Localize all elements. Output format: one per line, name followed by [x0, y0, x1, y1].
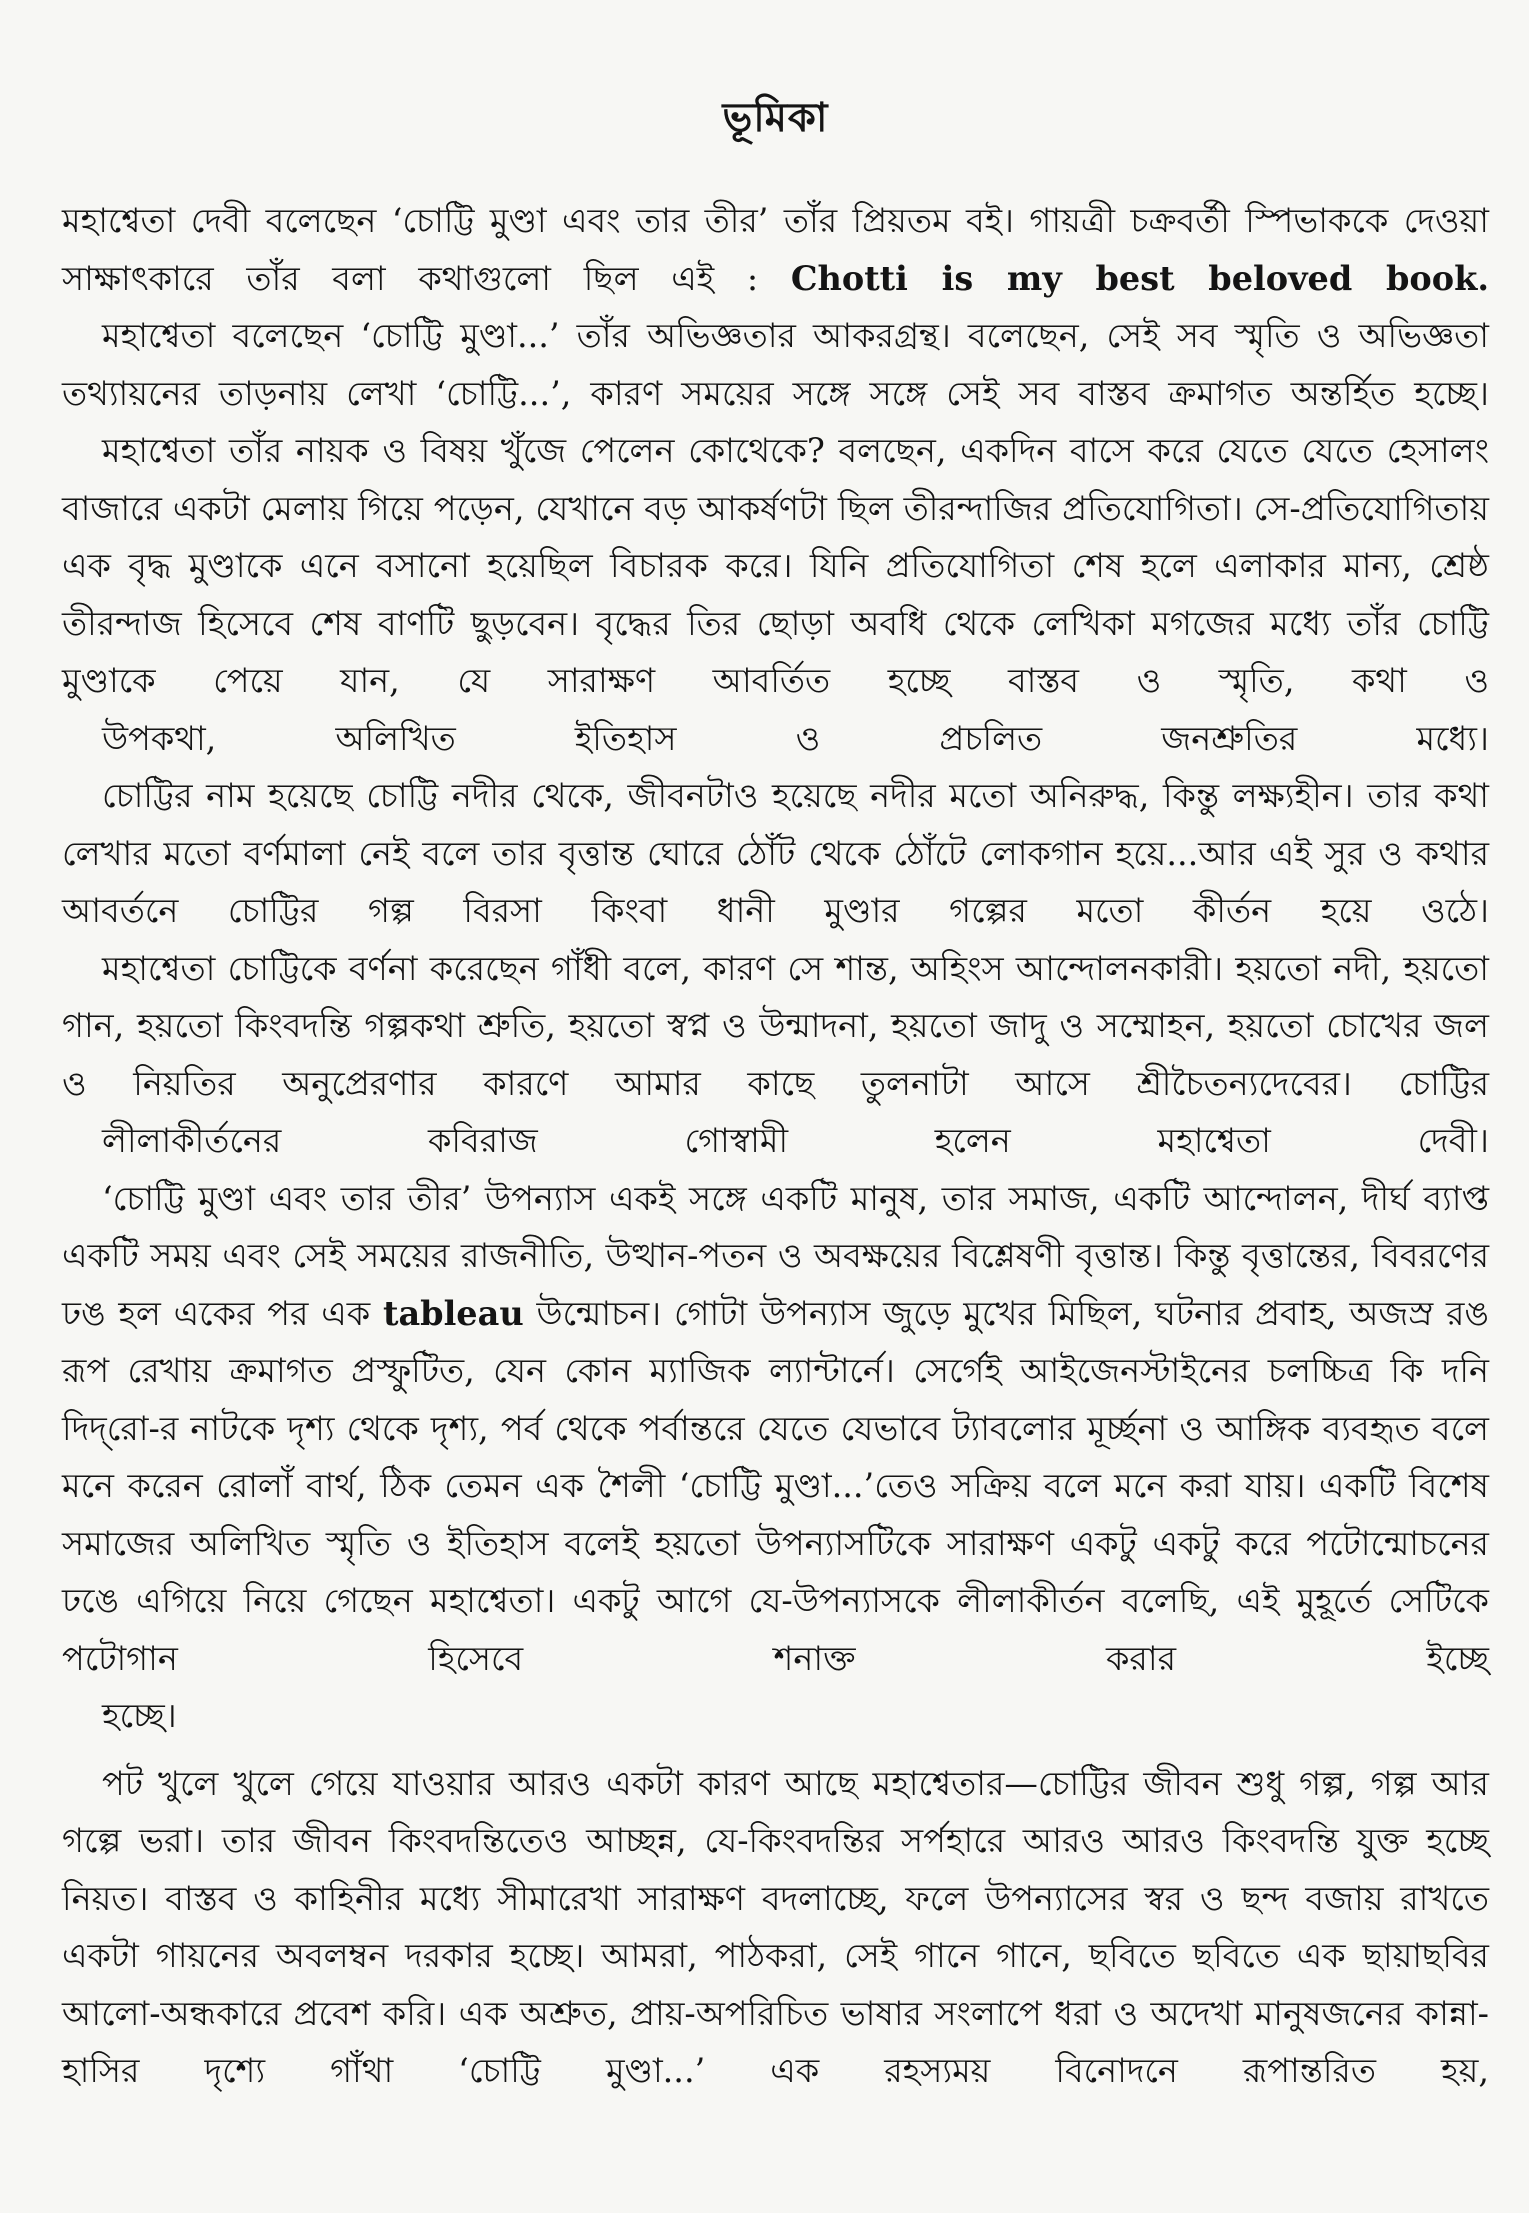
paragraph-6-text-a: ‘চোট্টি মুণ্ডা এবং তার তীর’ উপন্যাস একই সঙ্গে একটি মানুষ, তার সমাজ, একটি আন্দোলন, দীর্ঘ ব্যাপ্ত একটি সময় এবং সেই সময়ের রাজনীতি, উত্থান-পতন ও অবক্ষয়ের বিশ্লেষণী বৃত্তান্ত। কিন্তু বৃত্তান্তের, বিবরণের ঢঙ হল একের পর এক	[62, 1178, 1489, 1333]
paragraph-6-last-line: হচ্ছে।	[102, 1696, 177, 1735]
paragraph-7	[62, 1755, 1489, 2100]
paragraph-2-text: মহাশ্বেতা বলেছেন ‘চোট্টি মুণ্ডা...’ তাঁর অভিজ্ঞতার আকরগ্রন্থ। বলেছেন, সেই সব স্মৃতি ও অভিজ্ঞতা তথ্যায়নের তাড়নায় লেখা ‘চোট্টি...’, কারণ সময়ের সঙ্গে সঙ্গে সেই সব বাস্তব ক্রমাগত অন্তর্হিত হচ্ছে।	[62, 316, 1489, 413]
paragraph-5-last-line: লীলাকীর্তনের কবিরাজ গোস্বামী হলেন মহাশ্বেতা দেবী।	[102, 1121, 1489, 1160]
tableau-term: tableau	[382, 1293, 524, 1333]
paragraph-6-text-b: উন্মোচন। গোটা উপন্যাস জুড়ে মুখের মিছিল, ঘটনার প্রবাহ, অজস্র রঙ রূপ রেখায় ক্রমাগত প্রস্ফুটিত, যেন কোন ম্যাজিক ল্যান্টার্নে। সের্গেই আইজেনস্টাইনের চলচ্চিত্র কি দনি দিদ্‌রো-র নাটকে দৃশ্য থেকে দৃশ্য, পর্ব থেকে পর্বান্তরে যেতে যেভাবে ট্যাবলোর মূর্চ্ছনা ও আঙ্গিক ব্যবহৃত বলে মনে করেন রোলাঁ বার্থ, ঠিক তেমন এক শৈলী ‘চোট্টি মুণ্ডা...’তেও সক্রিয় বলে মনে করা যায়। একটি বিশেষ সমাজের অলিখিত স্মৃতি ও ইতিহাস বলেই হয়তো উপন্যাসটিকে সারাক্ষণ একটু একটু করে পটোন্মোচনের ঢঙে এগিয়ে নিয়ে গেছেন মহাশ্বেতা। একটু আগে যে-উপন্যাসকে লীলাকীর্তন বলেছি, এই মুহূর্তে সেটিকে পটোগান হিসেবে শনাক্ত করার ইচ্ছে	[62, 1293, 1489, 1678]
paragraph-7-text: পট খুলে খুলে গেয়ে যাওয়ার আরও একটা কারণ আছে মহাশ্বেতার—চোট্টির জীবন শুধু গল্প, গল্প আর গল্পে ভরা। তার জীবন কিংবদন্তিতেও আচ্ছন্ন, যে-কিংবদন্তির সর্পহারে আরও আরও কিংবদন্তি যুক্ত হচ্ছে নিয়ত। বাস্তব ও কাহিনীর মধ্যে সীমারেখা সারাক্ষণ বদলাচ্ছে, ফলে উপন্যাসের স্বর ও ছন্দ বজায় রাখতে একটা গায়নের অবলম্বন দরকার হচ্ছে। আমরা, পাঠকরা, সেই গানে গানে, ছবিতে ছবিতে এক ছায়াছবির আলো-অন্ধকারে প্রবেশ করি। এক অশ্রুত, প্রায়-অপরিচিত ভাষার সংলাপে ধরা ও অদেখা মানুষজনের কান্না-হাসির দৃশ্যে গাঁথা ‘চোট্টি মুণ্ডা...’ এক রহস্যময় বিনোদনে রূপান্তরিত হয়,	[62, 1763, 1489, 2090]
paragraph-1-text: মহাশ্বেতা দেবী বলেছেন ‘চোট্টি মুণ্ডা এবং তার তীর’ তাঁর প্রিয়তম বই। গায়ত্রী চক্রবর্তী স্পিভাককে দেওয়া সাক্ষাৎকারে তাঁর বলা কথাগুলো ছিল এই :	[62, 201, 1489, 298]
paragraph-3	[62, 422, 1489, 767]
paragraph-5	[62, 940, 1489, 1170]
paragraph-4-text: চোট্টির নাম হয়েছে চোট্টি নদীর থেকে, জীবনটাও হয়েছে নদীর মতো অনিরুদ্ধ, কিন্তু লক্ষ্যহীন। তার কথা লেখার মতো বর্ণমালা নেই বলে তার বৃত্তান্ত ঘোরে ঠোঁট থেকে ঠোঁটে লোকগান হয়ে...আর এই সুর ও কথার আবর্তনে চোট্টির গল্প বিরসা কিংবা ধানী মুণ্ডার গল্পের মতো কীর্তন হয়ে ওঠে।	[62, 776, 1489, 930]
paragraph-5-text: মহাশ্বেতা চোট্টিকে বর্ণনা করেছেন গাঁধী বলে, কারণ সে শান্ত, অহিংস আন্দোলনকারী। হয়তো নদী, হয়তো গান, হয়তো কিংবদন্তি গল্পকথা শ্রুতি, হয়তো স্বপ্ন ও উন্মাদনা, হয়তো জাদু ও সম্মোহন, হয়তো চোখের জল ও নিয়তির অনুপ্রেরণার কারণে আমার কাছে তুলনাটা আসে শ্রীচৈতন্যদেবের। চোট্টির	[62, 948, 1489, 1103]
paragraph-4	[62, 767, 1489, 940]
page-heading: ভূমিকা	[722, 94, 829, 141]
paragraph-1	[62, 192, 1489, 307]
paragraph-3-last-line: উপকথা, অলিখিত ইতিহাস ও প্রচলিত জনশ্রুতির মধ্যে।	[102, 718, 1489, 758]
paragraph-2	[62, 307, 1489, 422]
paragraph-3-text: মহাশ্বেতা তাঁর নায়ক ও বিষয় খুঁজে পেলেন কোথেকে? বলছেন, একদিন বাসে করে যেতে যেতে হেসালং বাজারে একটা মেলায় গিয়ে পড়েন, যেখানে বড় আকর্ষণটা ছিল তীরন্দাজির প্রতিযোগিতা। সে-প্রতিযোগিতায় এক বৃদ্ধ মুণ্ডাকে এনে বসানো হয়েছিল বিচারক করে। যিনি প্রতিযোগিতা শেষ হলে এলাকার মান্য, শ্রেষ্ঠ তীরন্দাজ হিসেবে শেষ বাণটি ছুড়বেন। বৃদ্ধের তির ছোড়া অবধি থেকে লেখিকা মগজের মধ্যে তাঁর চোট্টি মুণ্ডাকে পেয়ে যান, যে সারাক্ষণ আবর্তিত হচ্ছে বাস্তব ও স্মৃতি, কথা ও	[62, 431, 1489, 700]
english-quote: Chotti is my best beloved book.	[790, 258, 1489, 298]
paragraph-6	[62, 1170, 1489, 1745]
